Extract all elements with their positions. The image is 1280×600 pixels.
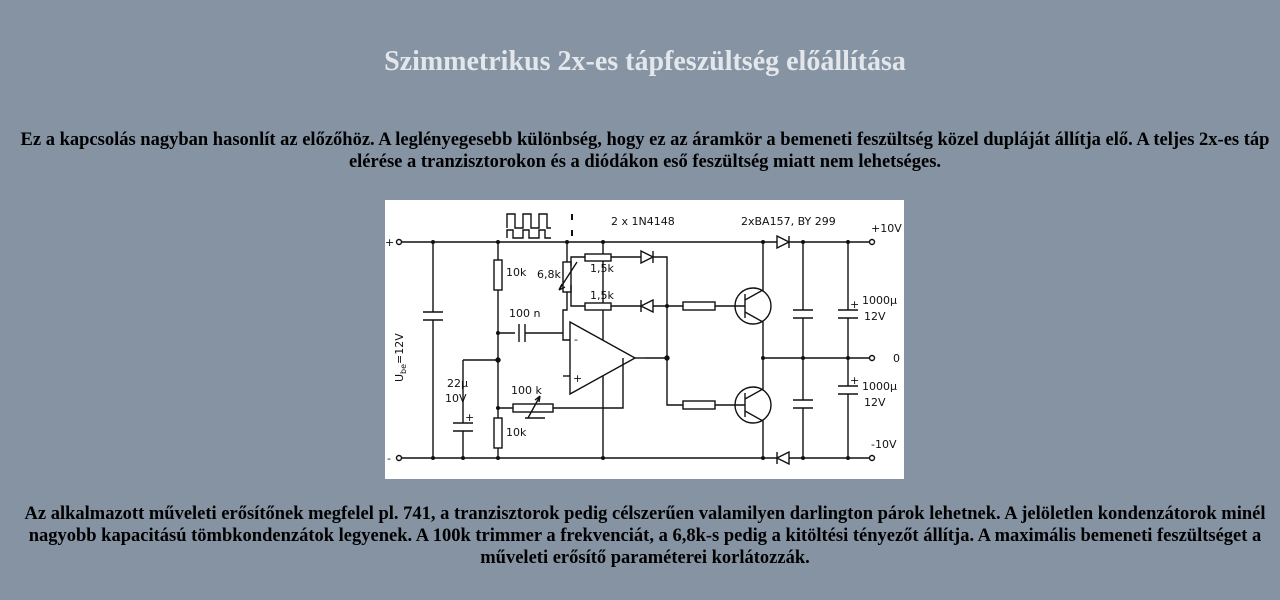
input-capacitor xyxy=(423,242,443,458)
diode-power-top xyxy=(777,236,789,248)
r1k5-b-label: 1,5k xyxy=(590,289,614,302)
input-plus-sign: + xyxy=(385,236,395,249)
r1k5-a xyxy=(585,254,611,261)
trimmer-100k-label: 100 k xyxy=(511,384,542,397)
input-minus-terminal xyxy=(397,456,402,461)
op-amp-minus: - xyxy=(574,333,578,346)
c-out2-value: 1000μ xyxy=(862,380,897,393)
c22-capacitor xyxy=(453,360,473,458)
intro-paragraph: Ez a kapcsolás nagyban hasonlít az előzőhöz. A leglényegesebb különbség, hogy ez az áramkör a bemeneti feszültség közel dupláját állítja elő. A teljes 2x-es táp elérése a tranzisztorokon és a diódákon eső feszültség miatt nem lehetséges. xyxy=(20,130,1270,172)
square-wave-icon-2 xyxy=(507,230,551,238)
out-pos-label: +10V xyxy=(871,222,902,235)
c22-voltage: 10V xyxy=(445,392,467,405)
r1k5-a-label: 1,5k xyxy=(590,262,614,275)
input-voltage-label: $U_{be}=12V$ xyxy=(393,333,408,382)
c-out1-value: 1000μ xyxy=(862,294,897,307)
out-zero-label: 0 xyxy=(893,352,900,365)
c22-plus: + xyxy=(465,411,475,424)
page-title: Szimmetrikus 2x-es tápfeszültség előállítása xyxy=(384,46,906,77)
r10k-top xyxy=(494,260,502,290)
square-wave-icon xyxy=(507,214,551,228)
pot-6k8-label: 6,8k xyxy=(537,268,561,281)
c-out1-plus: + xyxy=(850,298,860,311)
c100n-label: 100 n xyxy=(509,307,541,320)
out-neg-terminal xyxy=(870,456,875,461)
op-amp-plus: + xyxy=(573,372,583,385)
base-resistor-top xyxy=(683,302,715,310)
c-out2-voltage: 12V xyxy=(864,396,886,409)
description-paragraph: Az alkalmazott műveleti erősítőnek megfelel pl. 741, a tranzisztorok pedig célszerűen valamilyen darlington párok lehetnek. A jelöletlen kondenzátorok minél nagyobb kapacitású tömbkondenzátok legyenek. A 100k trimmer a frekvenciát, a 6,8k-s pedig a kitöltési tényezőt állítja. A maximális bemeneti feszültséget a műveleti erősítő paraméterei korlátozzák. xyxy=(24,504,1266,568)
base-resistor-bottom xyxy=(683,401,715,409)
c-out2-plus: + xyxy=(850,374,860,387)
out-pos-terminal xyxy=(870,240,875,245)
diodes-small-label: 2 x 1N4148 xyxy=(611,215,675,228)
c22-value: 22μ xyxy=(447,377,468,390)
r10k-top-label: 10k xyxy=(506,266,527,279)
out-zero-terminal xyxy=(870,356,875,361)
diode-power-bottom xyxy=(777,452,789,464)
diodes-power-label: 2xBA157, BY 299 xyxy=(741,215,836,228)
r10k-bottom-label: 10k xyxy=(506,426,527,439)
c-out1-voltage: 12V xyxy=(864,310,886,323)
r10k-bottom xyxy=(494,418,502,448)
input-plus-terminal xyxy=(397,240,402,245)
circuit-schematic xyxy=(385,200,904,479)
out-neg-label: -10V xyxy=(871,438,897,451)
r1k5-b xyxy=(585,303,611,310)
diode-1n4148-b xyxy=(641,300,653,312)
input-minus-sign: - xyxy=(387,452,391,465)
diode-1n4148-a xyxy=(641,251,653,263)
